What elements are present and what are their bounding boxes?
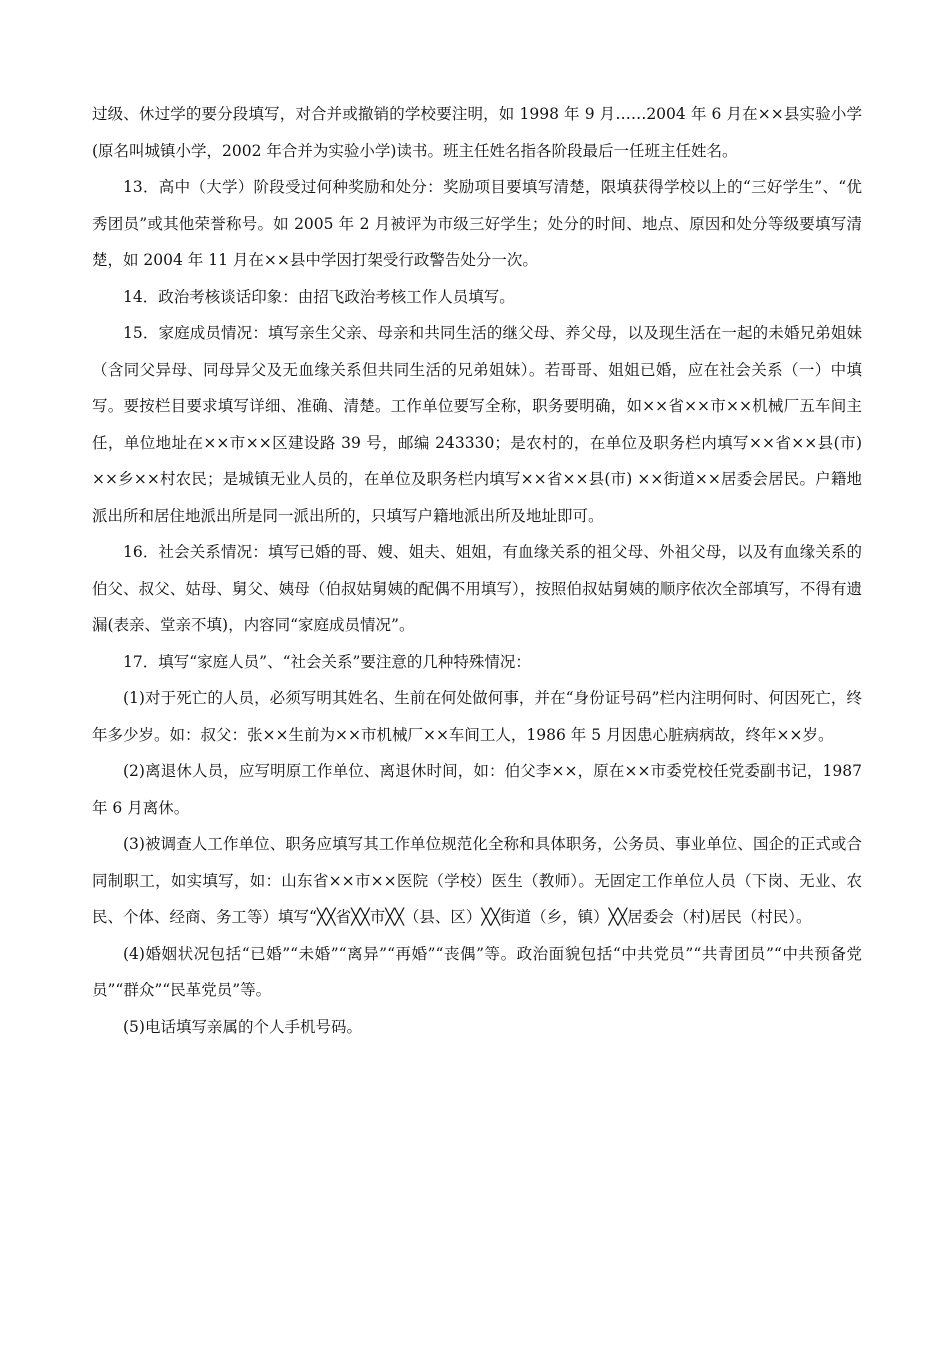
document-page bbox=[92, 96, 862, 1045]
paragraph-17-special-cases: 17．填写“家庭人员”、“社会关系”要注意的几种特殊情况： bbox=[123, 652, 531, 671]
paragraph-13-awards-punishments: 13．高中（大学）阶段受过何种奖励和处分：奖励项目要填写清楚，限填获得学校以上的“三好学生”、“优秀团员”或其他荣誉称号。如 2005 年 2 月被评为市级三好学生；处分的时间、地点、原因和处分等级要填写清楚，如 2004 年 11 月在××县中学因打架受行政警告处分一次。 bbox=[92, 178, 862, 269]
paragraph-17-5-phone: (5)电话填写亲属的个人手机号码。 bbox=[123, 1017, 362, 1036]
paragraph-14-political-interview: 14．政治考核谈话印象：由招飞政治考核工作人员填写。 bbox=[123, 287, 515, 306]
paragraph-17-2-retired: (2)离退休人员，应写明原工作单位、离退休时间，如：伯父李××，原在××市委党校任党委副书记，1987 年 6 月离休。 bbox=[92, 762, 862, 817]
paragraph-17-1-deceased: (1)对于死亡的人员，必须写明其姓名、生前在何处做何事，并在“身份证号码”栏内注明何时、何因死亡，终年多少岁。如：叔父：张××生前为××市机械厂××车间工人，1986 年 5 月因患心脏病病故，终年××岁。 bbox=[92, 689, 862, 744]
paragraph-17-3-employer: (3)被调查人工作单位、职务应填写其工作单位规范化全称和具体职务，公务员、事业单位、国企的正式或合同制职工，如实填写，如：山东省××市××医院（学校）医生（教师）。无固定工作单位人员（下岗、无业、农民、个体、经商、务工等）填写“╳╳省╳╳市╳╳（县、区）╳╳街道（乡，镇）╳╳居委会（村)居民（村民）。 bbox=[92, 835, 862, 926]
paragraph-school-history-continued: 过级、休过学的要分段填写，对合并或撤销的学校要注明，如 1998 年 9 月……2004 年 6 月在××县实验小学(原名叫城镇小学，2002 年合并为实验小学)读书。班主任姓名指各阶段最后一任班主任姓名。 bbox=[92, 105, 862, 160]
paragraph-17-4-marital-political: (4)婚姻状况包括“已婚”“未婚”“离异”“再婚”“丧偶”等。政治面貌包括“中共党员”“共青团员”“中共预备党员”“群众”“民革党员”等。 bbox=[92, 944, 862, 999]
paragraph-16-social-relations: 16．社会关系情况：填写已婚的哥、嫂、姐夫、姐姐，有血缘关系的祖父母、外祖父母，以及有血缘关系的伯父、叔父、姑母、舅父、姨母（伯叔姑舅姨的配偶不用填写），按照伯叔姑舅姨的顺序依次全部填写，不得有遗漏(表亲、堂亲不填)，内容同“家庭成员情况”。 bbox=[92, 543, 862, 634]
paragraph-15-family-members: 15．家庭成员情况：填写亲生父亲、母亲和共同生活的继父母、养父母，以及现生活在一起的未婚兄弟姐妹（含同父异母、同母异父及无血缘关系但共同生活的兄弟姐妹）。若哥哥、姐姐已婚，应在社会关系（一）中填写。要按栏目要求填写详细、准确、清楚。工作单位要写全称，职务要明确，如××省××市××机械厂五车间主任，单位地址在××市××区建设路 39 号，邮编 243330；是农村的，在单位及职务栏内填写××省××县(市) ××乡××村农民；是城镇无业人员的，在单位及职务栏内填写××省××县(市) ××街道××居委会居民。户籍地派出所和居住地派出所是同一派出所的，只填写户籍地派出所及地址即可。 bbox=[92, 324, 862, 525]
